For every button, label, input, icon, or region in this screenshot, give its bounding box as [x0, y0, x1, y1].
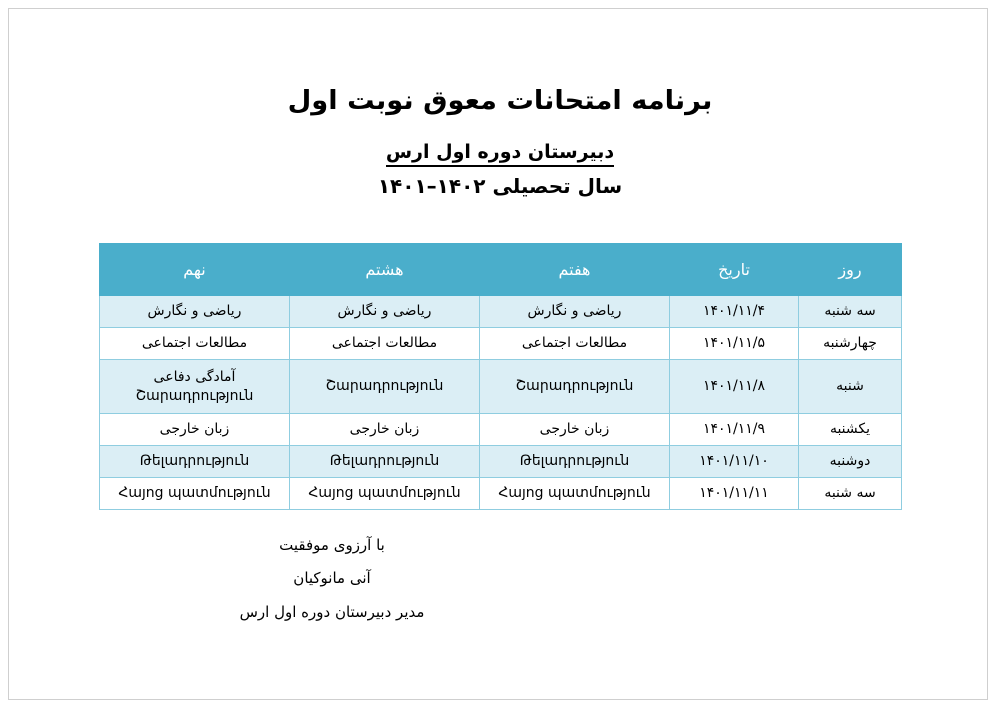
- exam-schedule-table: [99, 243, 902, 510]
- cell-date: ۱۴۰۱/۱۱/۱۰: [670, 446, 799, 478]
- cell-day: یکشنبه: [799, 414, 902, 446]
- table-row: [100, 328, 902, 360]
- cell-day: شنبه: [799, 360, 902, 414]
- cell-grade9: مطالعات اجتماعی: [100, 328, 290, 360]
- cell-grade8: Շարադրություն: [290, 360, 480, 414]
- cell-date: ۱۴۰۱/۱۱/۵: [670, 328, 799, 360]
- cell-grade8: Հայոց պատմություն: [290, 478, 480, 510]
- column-header-grade8: هشتم: [290, 244, 480, 296]
- footer-principal-role: مدیر دبیرستان دوره اول ارس: [239, 603, 425, 621]
- table-row: [100, 414, 902, 446]
- cell-grade9-line2: Շարադրություն: [135, 387, 254, 404]
- cell-grade7: زبان خارجی: [480, 414, 670, 446]
- school-name-text: دبیرستان دوره اول ارس: [386, 141, 614, 167]
- cell-grade9: زبان خارجی: [100, 414, 290, 446]
- cell-date: ۱۴۰۱/۱۱/۱۱: [670, 478, 799, 510]
- cell-grade7: Հայոց պատմություն: [480, 478, 670, 510]
- cell-grade8: ریاضی و نگارش: [290, 296, 480, 328]
- cell-date: ۱۴۰۱/۱۱/۹: [670, 414, 799, 446]
- cell-day: چهارشنبه: [799, 328, 902, 360]
- cell-grade9: Հայոց պատմություն: [100, 478, 290, 510]
- table-row: [100, 296, 902, 328]
- cell-date: ۱۴۰۱/۱۱/۴: [670, 296, 799, 328]
- cell-grade7: ریاضی و نگارش: [480, 296, 670, 328]
- cell-grade9: [100, 360, 290, 414]
- column-header-grade9: نهم: [100, 244, 290, 296]
- cell-day: دوشنبه: [799, 446, 902, 478]
- cell-grade9: ریاضی و نگارش: [100, 296, 290, 328]
- cell-date: ۱۴۰۱/۱۱/۸: [670, 360, 799, 414]
- cell-grade9-line1: آمادگی دفاعی: [153, 368, 236, 385]
- footer-principal-name: آنی مانوکیان: [293, 569, 371, 587]
- cell-day: سه شنبه: [799, 478, 902, 510]
- cell-grade8: Թելադրություն: [290, 446, 480, 478]
- cell-grade9: Թելադրություն: [100, 446, 290, 478]
- column-header-day: روز: [799, 244, 902, 296]
- school-name: [0, 141, 1000, 163]
- academic-year: سال تحصیلی ۱۴۰۲–۱۴۰۱: [377, 174, 623, 198]
- cell-day: سه شنبه: [799, 296, 902, 328]
- cell-grade8: مطالعات اجتماعی: [290, 328, 480, 360]
- cell-grade8: زبان خارجی: [290, 414, 480, 446]
- table-row: [100, 360, 902, 414]
- column-header-grade7: هفتم: [480, 244, 670, 296]
- table-row: [100, 446, 902, 478]
- cell-grade7: مطالعات اجتماعی: [480, 328, 670, 360]
- table-row: [100, 478, 902, 510]
- column-header-date: تاریخ: [670, 244, 799, 296]
- footer-wish: با آرزوی موفقیت: [279, 536, 385, 554]
- page-title: برنامه امتحانات معوق نوبت اول: [287, 86, 713, 116]
- cell-grade7: Շարադրություն: [480, 360, 670, 414]
- table-header-row: [100, 244, 902, 296]
- cell-grade7: Թելադրություն: [480, 446, 670, 478]
